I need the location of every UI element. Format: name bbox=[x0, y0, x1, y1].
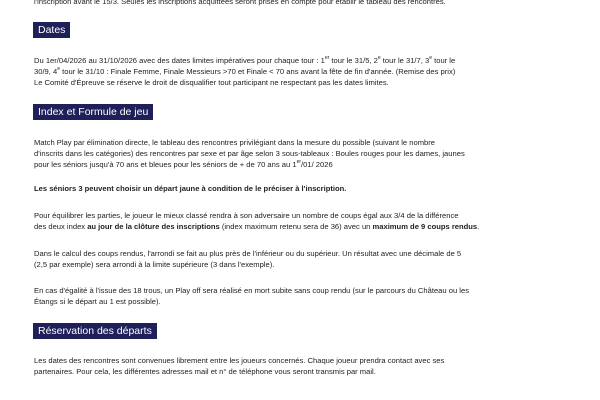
reservation-line-2 bbox=[34, 366, 376, 377]
text-run: tour le bbox=[432, 56, 456, 65]
index-line-3 bbox=[34, 159, 333, 170]
text-run: Pour équilibrer les parties, le joueur le mieux classé rendra à son adversaire un nombre de coups égal aux 3/4 de la différence bbox=[34, 211, 459, 220]
dates-line-3 bbox=[34, 77, 389, 88]
dates-line-1 bbox=[34, 55, 455, 66]
superscript-text: er bbox=[324, 55, 330, 61]
text-run: Le Comité d'Épreuve se réserve le droit de disqualifier tout participant ne respectant pas les dates limites. bbox=[34, 78, 389, 87]
index-line-10 bbox=[34, 296, 161, 307]
text-run: Étangs si le départ au 1 est possible). bbox=[34, 297, 161, 306]
text-run: . bbox=[477, 222, 480, 231]
index-line-9 bbox=[34, 285, 469, 296]
text-run: (2,5 par exemple) sera arrondi à la limite supérieure (3 dans l'exemple). bbox=[34, 260, 275, 269]
index-line-1 bbox=[34, 137, 435, 148]
index-line-8 bbox=[34, 259, 274, 270]
text-run: Du 1er/04/2026 au 31/10/2026 avec des dates limites impératives pour chaque tour : 1 bbox=[34, 56, 325, 65]
top-line: l'inscription avant le 15/3. Seules les inscriptions acquittées seront prises en compte pour établir le tableau des rencontres. bbox=[34, 0, 446, 6]
text-run: tour le 31/7, 3 bbox=[380, 56, 430, 65]
section-heading-dates: Dates bbox=[33, 22, 70, 38]
superscript-text: e bbox=[429, 55, 432, 61]
text-run: tour le 31/10 : Finale Femme, Finale Messieurs >70 et Finale < 70 ans avant la fête de fin d'année. (Remise des prix) bbox=[60, 67, 456, 76]
text-run: d'inscrits dans les catégories) des rencontres par sexe et par âge selon 3 sous-tableaux : Boules rouges pour les dames, jaunes bbox=[34, 149, 465, 158]
index-line-4 bbox=[34, 183, 346, 194]
reservation-line-1 bbox=[34, 355, 444, 366]
section-heading-index: Index et Formule de jeu bbox=[33, 104, 153, 120]
dates-line-2 bbox=[34, 66, 455, 77]
text-run: pour les séniors jusqu'à 70 ans et bleues pour les séniors de + de 70 ans au 1 bbox=[34, 160, 297, 169]
superscript-text: e bbox=[57, 66, 61, 72]
text-run: En cas d'égalité à l'issue des 18 trous, un Play off sera réalisé en mort subite sans coup rendu (sur le parcours du Château ou les bbox=[34, 286, 470, 295]
text-run: Les dates des rencontres sont convenues librement entre les joueurs concernés. Chaque joueur prendra contact avec ses bbox=[34, 356, 445, 365]
section-heading-reservation: Réservation des départs bbox=[33, 323, 157, 339]
bold-text: maximum de 9 coups rendus bbox=[372, 222, 478, 231]
index-line-6 bbox=[34, 221, 479, 232]
bold-text: au jour de la clôture des inscriptions bbox=[87, 222, 220, 231]
index-line-7 bbox=[34, 248, 461, 259]
text-run: tour le 31/5, 2 bbox=[329, 56, 378, 65]
superscript-text: e bbox=[377, 55, 381, 61]
text-run: des deux index bbox=[34, 222, 88, 231]
text-run: 30/9, 4 bbox=[34, 67, 58, 76]
text-run: Match Play par élimination directe, le tableau des rencontres privilégiant dans la mesure du possible (suivant le nombre bbox=[34, 138, 435, 147]
bold-text: Les séniors 3 peuvent choisir un départ jaune à condition de le préciser à l'inscription. bbox=[34, 184, 347, 193]
superscript-text: er bbox=[296, 159, 302, 165]
index-line-5 bbox=[34, 210, 459, 221]
text-run: partenaires. Pour cela, les différentes adresses mail et n° de téléphone vous seront transmis par mail. bbox=[34, 367, 376, 376]
text-run: (index maximum retenu sera de 36) avec un bbox=[219, 222, 373, 231]
index-line-2 bbox=[34, 148, 465, 159]
text-run: /01/ 2026 bbox=[301, 160, 333, 169]
text-run: Dans le calcul des coups rendus, l'arrondi se fait au plus près de l'inférieur ou du supérieur. Un résultat avec une décimale de 5 bbox=[34, 249, 462, 258]
